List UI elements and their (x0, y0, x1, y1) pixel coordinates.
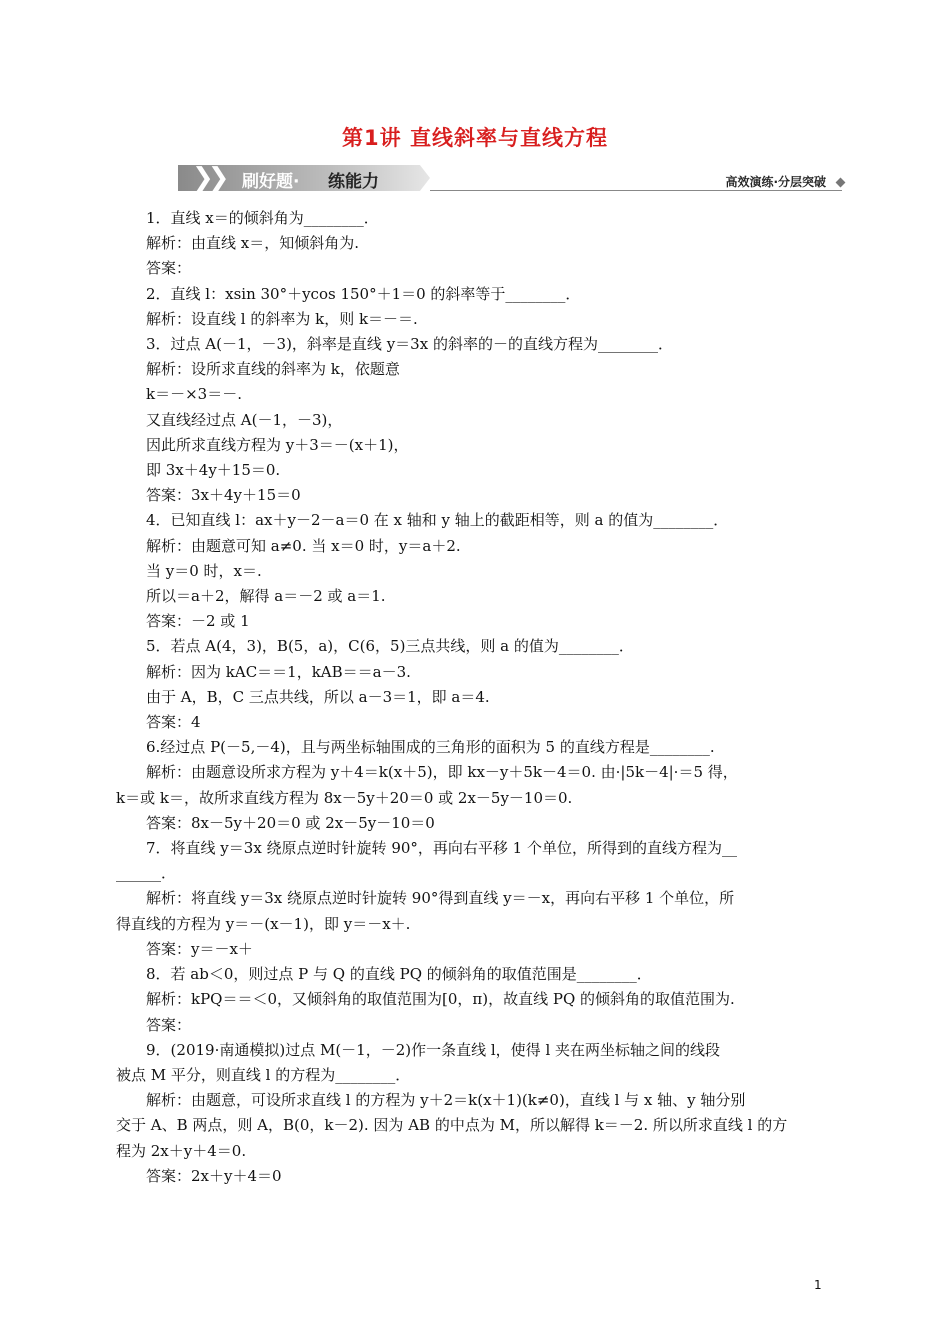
text-line: 解析：将直线 y＝3x 绕原点逆时针旋转 90°得到直线 y＝－x，再向右平移 1 个单位，所 (146, 889, 735, 908)
text-line: 答案： (146, 259, 192, 278)
section-banner (178, 163, 850, 195)
banner-label-left: 刷好题· (242, 172, 300, 192)
text-line: 程为 2x＋y＋4＝0. (116, 1141, 247, 1160)
text-line: 解析：因为 kAC＝＝1，kAB＝＝a－3. (146, 662, 411, 681)
text-line: 8．若 ab＜0，则过点 P 与 Q 的直线 PQ 的倾斜角的取值范围是________． (146, 965, 652, 984)
diamond-icon (836, 178, 846, 188)
text-line: 答案：8x－5y＋20＝0 或 2x－5y－10＝0 (146, 813, 435, 832)
text-line: 1．直线 x＝的倾斜角为________． (146, 209, 379, 227)
text-line: 答案： (146, 1015, 192, 1034)
text-line: 答案：2x＋y＋4＝0 (146, 1166, 282, 1185)
exercise-content (116, 206, 810, 1189)
text-line: 所以＝a＋2，解得 a＝－2 或 a＝1. (146, 587, 386, 606)
text-line: 解析：设所求直线的斜率为 k，依题意 (146, 360, 400, 379)
text-line: 答案：4 (146, 713, 201, 732)
text-line: 6.经过点 P(－5,－4)，且与两坐标轴围成的三角形的面积为 5 的直线方程是________. (146, 738, 715, 757)
text-line: 被点 M 平分，则直线 l 的方程为________． (116, 1065, 411, 1084)
text-line: 得直线的方程为 y＝－(x－1)，即 y＝－x＋. (116, 914, 411, 933)
banner-label-right: 练能力 (328, 172, 379, 192)
text-line: 答案：3x＋4y＋15＝0 (146, 486, 301, 505)
text-line: 解析：kPQ＝＝＜0，又倾斜角的取值范围为[0，π)，故直线 PQ 的倾斜角的取值范围为. (146, 990, 735, 1009)
text-line: 5．若点 A(4，3)，B(5，a)，C(6，5)三点共线，则 a 的值为________． (146, 637, 634, 656)
text-line: k＝或 k＝，故所求直线方程为 8x－5y＋20＝0 或 2x－5y－10＝0. (116, 788, 573, 807)
text-line: k＝－×3＝－. (146, 385, 242, 404)
text-line: ______． (116, 864, 177, 883)
text-line: 2．直线 l：xsin 30°＋ycos 150°＋1＝0 的斜率等于________． (146, 284, 581, 303)
text-line: 解析：由题意设所求方程为 y＋4＝k(x＋5)，即 kx－y＋5k－4＝0. 由·|5k－4|·＝5 得， (146, 763, 738, 782)
text-line: 即 3x＋4y＋15＝0. (146, 461, 281, 480)
text-line: 解析：由题意可知 a≠0. 当 x＝0 时，y＝a＋2. (146, 536, 461, 555)
banner-tag: 高效演练·分层突破 (725, 175, 826, 189)
text-line: 7．将直线 y＝3x 绕原点逆时针旋转 90°，再向右平移 1 个单位，所得到的直线方程为__ (146, 839, 737, 858)
text-line: 3．过点 A(－1，－3)，斜率是直线 y＝3x 的斜率的－的直线方程为________． (146, 335, 673, 354)
text-line: 4．已知直线 l：ax＋y－2－a＝0 在 x 轴和 y 轴上的截距相等，则 a 的值为________． (146, 511, 729, 530)
page-number: 1 (814, 1278, 822, 1292)
banner-rule (430, 190, 842, 191)
text-line: 由于 A，B，C 三点共线，所以 a－3＝1，即 a＝4. (146, 687, 490, 706)
page-title: 第1讲 直线斜率与直线方程 (342, 126, 608, 150)
text-line: 当 y＝0 时，x＝. (146, 561, 262, 580)
text-line: 解析：由题意，可设所求直线 l 的方程为 y＋2＝k(x＋1)(k≠0)，直线 l 与 x 轴、y 轴分别 (146, 1091, 746, 1110)
text-line: 9．(2019·南通模拟)过点 M(－1，－2)作一条直线 l，使得 l 夹在两坐标轴之间的线段 (146, 1040, 721, 1059)
text-line: 因此所求直线方程为 y＋3＝－(x＋1)， (146, 435, 409, 454)
text-line: 答案：－2 或 1 (146, 612, 250, 631)
text-line: 又直线经过点 A(－1，－3)， (146, 410, 343, 429)
chevron-right-icon: ❯❯ (192, 163, 224, 193)
text-line: 答案：y＝－x＋ (146, 939, 253, 958)
text-line: 解析：设直线 l 的斜率为 k，则 k＝－＝. (146, 309, 418, 328)
text-line: 交于 A、B 两点，则 A，B(0，k－2). 因为 AB 的中点为 M，所以解得 k＝－2. 所以所求直线 l 的方 (116, 1116, 788, 1135)
text-line: 解析：由直线 x＝，知倾斜角为. (146, 234, 359, 253)
